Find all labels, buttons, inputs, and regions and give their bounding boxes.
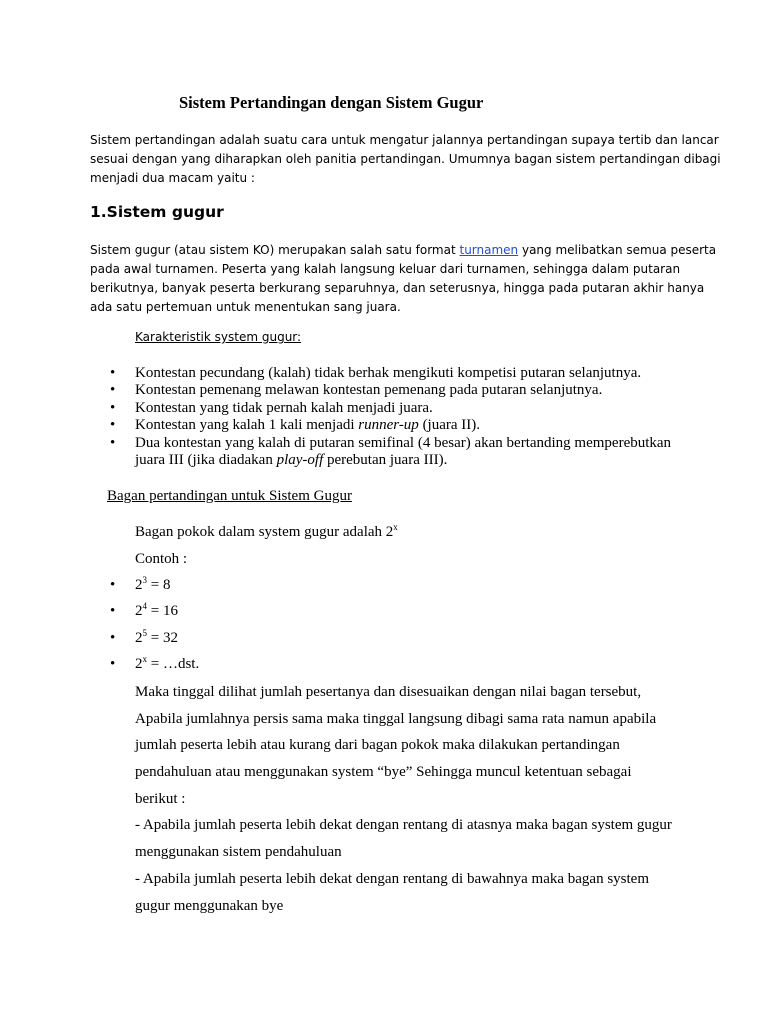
example-base: 2 bbox=[135, 630, 143, 646]
bagan-pokok-text: Bagan pokok dalam system gugur adalah 2 bbox=[135, 524, 394, 540]
knockout-line: ada satu pertemuan untuk menentukan sang juara. bbox=[90, 300, 401, 314]
list-item bbox=[107, 417, 697, 434]
explanation-line: - Apabila jumlah peserta lebih dekat dengan rentang di atasnya maka bagan system gugur bbox=[135, 817, 672, 833]
page-title: Sistem Pertandingan dengan Sistem Gugur bbox=[179, 93, 484, 112]
intro-line: menjadi dua macam yaitu : bbox=[90, 171, 255, 185]
example-result: = 8 bbox=[147, 577, 171, 593]
item-italic-text: play-off bbox=[276, 452, 324, 469]
example-base: 2 bbox=[135, 603, 143, 619]
knockout-text: yang melibatkan semua peserta bbox=[518, 243, 717, 257]
example-result: = 16 bbox=[147, 603, 178, 619]
explanation-line: - Apabila jumlah peserta lebih dekat dengan rentang di bawahnya maka bagan system bbox=[135, 871, 649, 887]
bullet-icon: • bbox=[110, 630, 116, 646]
knockout-line: berikutnya, banyak peserta berkurang separuhnya, dan seterusnya, hingga pada putaran akhir hanya bbox=[90, 281, 705, 295]
knockout-line bbox=[90, 241, 717, 260]
knockout-text: Sistem gugur (atau sistem KO) merupakan salah satu format bbox=[90, 243, 460, 257]
exponent: 3 bbox=[142, 575, 147, 585]
item-text: perebutan juara III). bbox=[323, 452, 448, 469]
explanation-line: pendahuluan atau menggunakan system “bye” Sehingga muncul ketentuan sebagai bbox=[135, 764, 632, 780]
knockout-line: pada awal turnamen. Peserta yang kalah langsung keluar dari turnamen, sehingga dalam putaran bbox=[90, 262, 681, 276]
exponent: 4 bbox=[142, 601, 147, 611]
exponent: 5 bbox=[142, 628, 147, 638]
characteristics-label: Karakteristik system gugur: bbox=[135, 330, 302, 344]
intro-line: sesuai dengan yang diharapkan oleh panitia pertandingan. Umumnya bagan sistem pertandingan dibagi bbox=[90, 152, 721, 166]
bagan-pokok-line bbox=[135, 524, 398, 541]
characteristics-list bbox=[107, 365, 697, 469]
item-text: Kontestan yang kalah 1 kali menjadi bbox=[135, 417, 359, 434]
explanation-line: Apabila jumlahnya persis sama maka tinggal langsung dibagi sama rata namun apabila bbox=[135, 711, 657, 727]
list-item: • Kontestan pecundang (kalah) tidak berhak mengikuti kompetisi putaran selanjutnya. bbox=[107, 365, 697, 382]
intro-line: Sistem pertandingan adalah suatu cara untuk mengatur jalannya pertandingan supaya tertib dan lancar bbox=[90, 133, 719, 147]
explanation-line: Maka tinggal dilihat jumlah pesertanya dan disesuaikan dengan nilai bagan tersebut, bbox=[135, 684, 642, 700]
exponent: x bbox=[393, 522, 398, 532]
item-text: juara III (jika diadakan bbox=[135, 452, 277, 469]
knockout-paragraph bbox=[90, 241, 717, 317]
explanation-line: berikut : bbox=[135, 791, 186, 807]
item-text: • Dua kontestan yang kalah di putaran semifinal (4 besar) akan bertanding memperebutkan bbox=[135, 434, 672, 451]
example-item bbox=[107, 630, 178, 647]
contoh-label: Contoh : bbox=[135, 551, 188, 567]
bullet-icon: • bbox=[110, 656, 116, 672]
example-base: 2 bbox=[135, 577, 143, 593]
bullet-icon: • bbox=[110, 603, 116, 619]
list-item: • Kontestan yang tidak pernah kalah menjadi juara. bbox=[107, 400, 697, 417]
item-italic-text: runner-up bbox=[358, 417, 419, 434]
list-item: • Kontestan pemenang melawan kontestan pemenang pada putaran selanjutnya. bbox=[107, 382, 697, 399]
explanation-line: menggunakan sistem pendahuluan bbox=[135, 844, 342, 860]
bagan-heading: Bagan pertandingan untuk Sistem Gugur bbox=[107, 488, 352, 504]
explanation-line: jumlah peserta lebih atau kurang dari bagan pokok maka dilakukan pertandingan bbox=[135, 737, 620, 753]
example-item bbox=[107, 603, 178, 620]
example-item bbox=[107, 577, 170, 594]
section-heading: 1.Sistem gugur bbox=[90, 203, 224, 221]
example-result: = 32 bbox=[147, 630, 178, 646]
example-result: = …dst. bbox=[147, 656, 200, 672]
example-item bbox=[107, 656, 199, 673]
example-base: 2 bbox=[135, 656, 143, 672]
intro-paragraph bbox=[90, 131, 721, 188]
turnamen-link[interactable]: turnamen bbox=[459, 243, 519, 257]
item-text: (juara II). bbox=[418, 417, 481, 434]
exponent: x bbox=[142, 654, 147, 664]
bullet-icon: • bbox=[110, 577, 116, 593]
list-item bbox=[107, 435, 697, 470]
explanation-line: gugur menggunakan bye bbox=[135, 898, 284, 914]
